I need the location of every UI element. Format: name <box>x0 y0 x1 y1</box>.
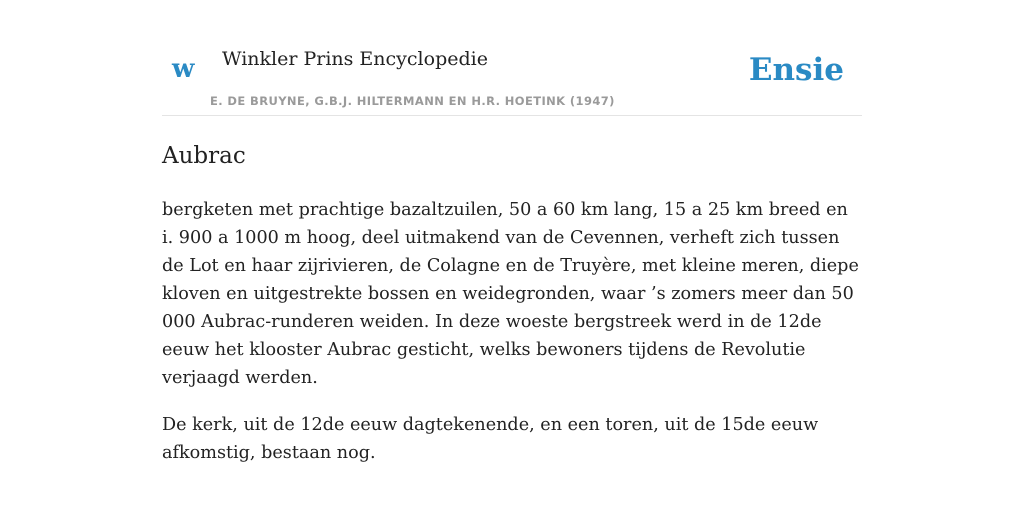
ensie-logo[interactable]: Ensie <box>748 52 844 88</box>
source-title[interactable]: Winkler Prins Encyclopedie <box>222 48 488 70</box>
article-title: Aubrac <box>162 143 246 169</box>
source-authors: E. DE BRUYNE, G.B.J. HILTERMANN EN H.R. HOETINK (1947) <box>210 94 615 108</box>
article-paragraph: De kerk, uit de 12de eeuw dagtekenende, en een toren, uit de 15de eeuw afkomstig, bestaan nog. <box>162 415 819 463</box>
article-body <box>162 196 862 467</box>
winkler-prins-logo[interactable]: w <box>172 54 195 84</box>
page <box>162 0 862 467</box>
source-header <box>162 44 862 116</box>
article-paragraph: bergketen met prachtige bazaltzuilen, 50 a 60 km lang, 15 a 25 km breed en i. 900 a 1000 m hoog, deel uitmakend van de Cevennen, verheft zich tussen de Lot en haar zijrivieren, de Colagne en de Truyère, met kleine meren, diepe kloven en uitgestrekte bossen en weidegronden, waar ’s zomers meer dan 50 000 Aubrac-runderen weiden. In deze woeste bergstreek werd in de 12de eeuw het klooster Aubrac gesticht, welks bewoners tijdens de Revolutie verjaagd werden. <box>162 200 859 388</box>
